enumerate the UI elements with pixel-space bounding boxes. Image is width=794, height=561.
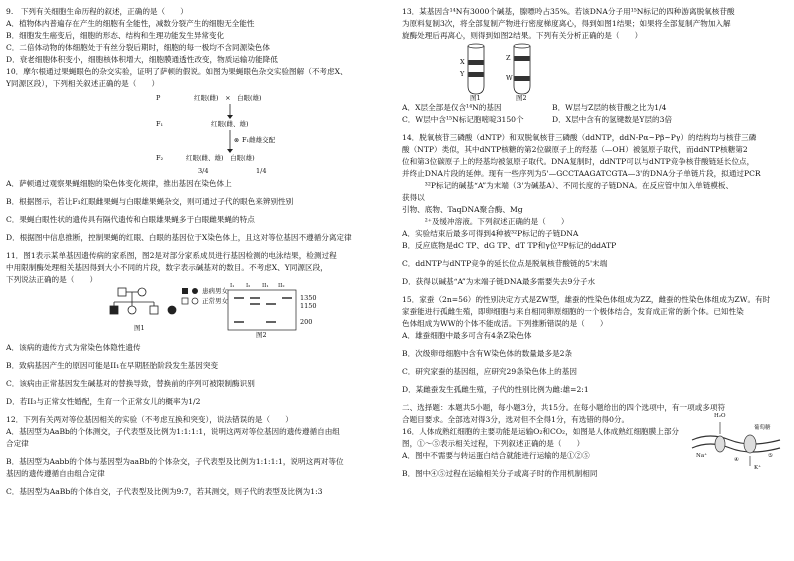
right-column xyxy=(402,6,784,480)
q14-stem: 14．脱氧核苷三磷酸（dNTP）和双脱氧核苷三磷酸（ddNTP，ddN-Pα~Pβ~Pγ）的结构均与核苷三磷 xyxy=(402,133,757,142)
fig2-caption: 图2 xyxy=(256,331,267,339)
tube-1 xyxy=(468,44,484,94)
q10-option-c: C．果蝇白眼性状的遗传具有隔代遗传和白眼雄果蝇多于白眼雌果蝇的特点 xyxy=(6,215,255,224)
q15-option-c: C．研究家蚕的基因组，应研究29条染色体上的基因 xyxy=(402,367,577,376)
q9-option-a: A．植物体内普遍存在产生的细胞有全能性，减数分裂产生的细胞无全能性 xyxy=(6,19,255,28)
q14-stem-2: 酸（NTP）类似，其中dNTP核糖的第2位碳原子上的羟基（—OH）被氢原子取代，而ddNTP核糖第2 xyxy=(402,145,748,154)
q12-option-b: B．基因型为Aabb的个体与基因型为aaBb的个体杂交，子代表型及比例为1:1:1:1，说明这两对等位 xyxy=(6,457,344,466)
q9-option-d: D．衰老细胞体积变小，细胞核体积增大，细胞膜通透性改变，物质运输功能降低 xyxy=(6,55,278,64)
gel-lane-ii1: II₁ xyxy=(262,283,269,289)
gel-frame xyxy=(228,290,296,330)
q14-stem-6: 获得以 xyxy=(402,193,425,202)
q13-options-cd xyxy=(402,114,784,126)
tube-2 xyxy=(514,44,530,94)
label-potassium: K⁺ xyxy=(754,465,762,471)
q11-option-d: D．若II₃与正常女性婚配，生育一个正常女儿的概率为1/2 xyxy=(6,397,201,406)
q13-option-b: B．W层与Z层的核苷酸之比为1/4 xyxy=(552,103,667,112)
q15-option-a: A．雄蚕细胞中最多可含有4条Z染色体 xyxy=(402,331,532,340)
q16-stem: 16．人体成熟红细胞的主要功能是运输O₂和CO₂，如图是人体成熟红细胞膜上部分 xyxy=(402,427,680,436)
gel-band-1350: 1350 xyxy=(300,294,317,302)
q16-option-b: B．图中④⑤过程在运输相关分子或离子时的作用机制相同 xyxy=(402,469,598,478)
q13-stem: 13．某基因含¹⁴N有3000个碱基，腺嘌呤占35%。若该DNA分子用¹⁵N标记的四种游离脱氧核苷酸 xyxy=(402,7,735,16)
pedigree-i1 xyxy=(118,288,126,296)
q14-stem-3: 位和第3位碳原子上的羟基均被氢原子取代。DNA复制时，ddNTP可以与dNTP竞争核苷酸链延长位点， xyxy=(402,157,755,166)
label-sodium: Na⁺ xyxy=(696,453,707,459)
cross-f2-ratio-red: 3/4 xyxy=(198,167,209,175)
q14-stem-7: 引物、底物、TaqDNA聚合酶、Mg xyxy=(402,205,523,214)
cross-f2-ratio-white: 1/4 xyxy=(256,167,267,175)
q12-option-c: C．基因型为AaBb的个体自交，子代表型及比例为9:7，若其测交，则子代的表型及比例为1:3 xyxy=(6,487,323,496)
q15-option-d: D．某雌蚕发生孤雌生殖，子代的性别比例为雌:雄=2:1 xyxy=(402,385,589,394)
q10-stem: 10．摩尔根通过果蝇眼色的杂交实验，证明了萨顿的假说。如图为果蝇眼色杂交实验图解（不考虑X、 xyxy=(6,67,348,76)
q11-option-b: B．致病基因产生的原因可能是II₁在早期胚胎阶段发生基因突变 xyxy=(6,361,219,370)
q15-option-b: B．次级卵母细胞中含有W染色体的数量最多是2条 xyxy=(402,349,573,358)
q13-stem-cont: 为原料复制3次，将全部复制产物进行密度梯度离心，得到如图1结果；如果将全部复制产物加入解 xyxy=(402,19,731,28)
cross-p-label: P xyxy=(156,94,161,102)
tube-label-z: Z xyxy=(506,54,511,62)
cross-diagram xyxy=(6,90,388,178)
q14-stem-4: 并终止DNA片段的延伸。现有一些序列为5'—GCCTAAGATCGTA—3'的DNA分子单链片段，拟通过PCR xyxy=(402,169,761,178)
pedigree-chart xyxy=(6,286,388,336)
legend-affected: 患病男女 xyxy=(202,287,228,295)
q12-option-b-cont: 基因的遗传遵循自由组合定律 xyxy=(6,469,105,478)
tube-label-w: W xyxy=(506,74,513,82)
membrane-diagram xyxy=(690,412,782,474)
q14-option-b: B．反应底物是dC TP、dG TP、dT TP和γ位³²P标记的ddATP xyxy=(402,241,617,250)
q9-option-b: B．细胞发生癌变后，细胞的形态、结构和生理功能发生异常变化 xyxy=(6,31,225,40)
q15-stem: 15．家蚕（2n=56）的性别决定方式是ZW型，雄蚕的性染色体组成为ZZ，雌蚕的性染色体组成为ZW。有时 xyxy=(402,295,771,304)
gel-lane-i2: I₂ xyxy=(246,283,251,289)
gel-lane-ii2: II₂ xyxy=(278,283,285,289)
cross-f1-label: F₁ xyxy=(156,120,164,128)
q11-stem: 11．图1表示某单基因遗传病的家系图，图2是对部分家系成员进行基因检测的电泳结果，检测过程 xyxy=(6,251,337,260)
pedigree-i2 xyxy=(138,288,146,296)
q11-option-c: C．该病由正常基因发生碱基对的替换导致，替换前的序列可被限制酶识别 xyxy=(6,379,255,388)
section-2-heading: 二、选择题：本题共5小题，每小题3分，共15分。在每小题给出的四个选项中，有一项或多项符 xyxy=(402,403,726,412)
q14-option-d: D．获得以碱基“A”为末端子链DNA最多需要失去9分子水 xyxy=(402,277,596,286)
membrane-svg xyxy=(690,412,782,474)
q10-option-b: B．根据图示，若让F₁红眼雌果蝇与白眼雄果蝇杂交，则可通过子代的眼色来辨别性别 xyxy=(6,197,294,206)
q14-option-a: A．实验结束后最多可得到4种被³²P标记的子链DNA xyxy=(402,229,579,238)
cross-p-parents: 红眼(雌) × 白眼(雄) xyxy=(194,94,262,102)
tube-label-y: Y xyxy=(460,70,465,78)
q16-stem-2: 图，①～⑤表示相关过程，下列叙述正确的是（ ） xyxy=(402,439,585,448)
label-glucose: 葡萄糖 xyxy=(754,425,771,431)
q15-stem-2: 家蚕能进行孤雌生殖，即卵细胞与来自相同卵原细胞的一个极体结合，发育成正常的新个体。已知性染 xyxy=(402,307,744,316)
fig1-caption: 图1 xyxy=(134,324,145,332)
gel-band-1150: 1150 xyxy=(300,302,317,310)
q14-option-c: C．ddNTP与dNTP竞争的延长位点是脱氧核苷酸链的5'末端 xyxy=(402,259,608,268)
q14-stem-8: ²⁺及缓冲溶液。下列叙述正确的是（ ） xyxy=(402,217,569,226)
label-water: H₂O xyxy=(714,413,726,419)
q15-stem-3: 色体组成为WW的个体不能成活。下列推断错误的是（ ） xyxy=(402,319,608,328)
q13-option-c: C．W层中含¹⁵N标记胞嘧啶3150个 xyxy=(402,115,524,124)
pedigree-ii2 xyxy=(128,306,136,314)
q13-options-ab xyxy=(402,102,784,114)
q10-stem-cont: Y同源区段），下列相关叙述正确的是（ ） xyxy=(6,79,160,88)
cross-f1-mating: F₁雌雄交配 xyxy=(242,136,276,144)
label-process-4: ④ xyxy=(734,457,739,463)
pedigree-ii1 xyxy=(110,306,118,314)
pedigree-ii3 xyxy=(150,306,158,314)
tube-caption-1: 图1 xyxy=(470,94,481,102)
tube-caption-2: 图2 xyxy=(516,94,527,102)
q12-option-a-cont: 合定律 xyxy=(6,439,29,448)
centrifuge-tubes xyxy=(402,42,784,102)
svg-text:⊗: ⊗ xyxy=(234,137,240,144)
cross-arrows xyxy=(6,90,388,178)
q9-option-c: C．二倍体动物的体细胞处于有丝分裂后期时，细胞的每一极均不含同源染色体 xyxy=(6,43,270,52)
cross-f2-phenotypes: 红眼(雌、雄) 白眼(雄) xyxy=(186,154,255,162)
q12-stem: 12．下列有关两对等位基因相关的实验（不考虑互换和突变），说法错误的是（ ） xyxy=(6,415,293,424)
q10-option-a: A．萨顿通过观察果蝇细胞的染色体变化规律，推出基因在染色体上 xyxy=(6,179,232,188)
gel-band-200: 200 xyxy=(300,318,313,326)
q11-option-a: A．该病的遗传方式为常染色体隐性遗传 xyxy=(6,343,141,352)
left-column xyxy=(6,6,388,498)
q10-option-d: D．根据图中信息推断，控制果蝇的红眼、白眼的基因位于X染色体上，且这对等位基因不遵循分离定律 xyxy=(6,233,352,242)
q13-option-d: D．X层中含有的氢键数是Y层的3倍 xyxy=(552,115,673,124)
q11-stem-end: 下列说法正确的是（ ） xyxy=(6,275,98,284)
q11-stem-cont: 中用限制酶处理相关基因得到大小不同的片段，数字表示碱基对的数目。不考虑X、Y同源区段， xyxy=(6,263,328,272)
pedigree-ii4 xyxy=(168,306,176,314)
cross-f1-phenotype: 红眼(雌、雄) xyxy=(211,120,249,128)
q11-figures xyxy=(6,283,388,339)
section-2-heading-cont: 合题目要求。全部选对得3分，选对但不全得1分，有选错的得0分。 xyxy=(402,415,630,424)
q9-stem: 9. 下列有关细胞生命历程的叙述，正确的是（ ） xyxy=(6,7,188,16)
tube-label-x: X xyxy=(460,58,465,66)
q13-stem-end: 旋酶处理后再离心，则得到如图2结果。下列有关分析正确的是（ ） xyxy=(402,31,643,40)
legend-normal: 正常男女 xyxy=(202,297,228,305)
q14-stem-5: ³²P标记的碱基“A”为末端（3'为碱基A）、不同长度的子链DNA。在反应管中加入单链模板、 xyxy=(402,181,734,190)
gel-lane-i1: I₁ xyxy=(230,283,235,289)
q13-option-a: A．X层全部是仅含¹⁴N的基因 xyxy=(402,103,502,112)
q12-option-a: A．基因型为AaBb的个体测交，子代表型及比例为1:1:1:1，说明这两对等位基因的遗传遵循自由组 xyxy=(6,427,340,436)
cross-f2-label: F₂ xyxy=(156,154,164,162)
q16-option-a: A．图中不需要与转运蛋白结合就能进行运输的是①②⑤ xyxy=(402,451,590,460)
label-process-5: ⑤ xyxy=(768,453,773,459)
